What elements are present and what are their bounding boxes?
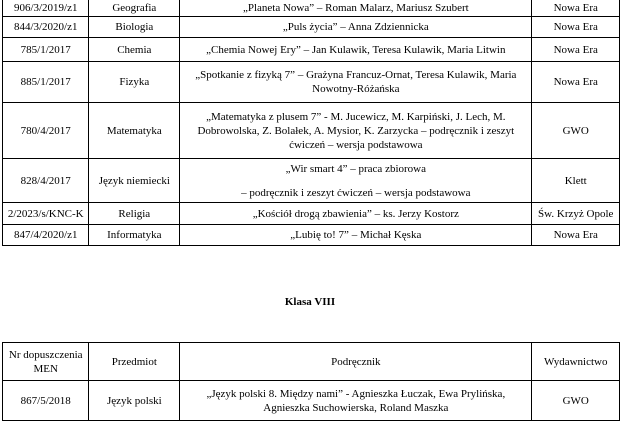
textbook: „Język polski 8. Między nami” - Agnieszka Łuczak, Ewa Prylińska, Agnieszka Suchowierska, Roland Maszka	[180, 381, 532, 421]
textbook: „Planeta Nowa” – Roman Malarz, Mariusz Szubert	[180, 0, 532, 17]
publisher: Klett	[532, 159, 620, 203]
publisher: Nowa Era	[532, 0, 620, 17]
approval-number: 785/1/2017	[3, 38, 89, 62]
approval-number: 828/4/2017	[3, 159, 89, 203]
approval-number: 847/4/2020/z1	[3, 225, 89, 246]
subject: Informatyka	[89, 225, 180, 246]
textbook: „Spotkanie z fizyką 7” – Grażyna Francuz-Ornat, Teresa Kulawik, Maria Nowotny-Różańska	[180, 62, 532, 103]
table-row	[3, 225, 620, 246]
textbook-table-class-8	[2, 342, 620, 421]
textbook-variant: – podręcznik i zeszyt ćwiczeń – wersja podstawowa	[241, 186, 471, 199]
subject: Religia	[89, 203, 180, 225]
textbook: „Matematyka z plusem 7” - M. Jucewicz, M. Karpiński, J. Lech, M. Dobrowolska, Z. Bolałek, A. Mysior, K. Zarzycka – podręcznik i zeszyt ćwiczeń – wersja podstawowa	[180, 103, 532, 159]
textbook: „Chemia Nowej Ery” – Jan Kulawik, Teresa Kulawik, Maria Litwin	[180, 38, 532, 62]
table-header-row	[3, 343, 620, 381]
subject: Fizyka	[89, 62, 180, 103]
approval-number: 867/5/2018	[3, 381, 89, 421]
subject: Język niemiecki	[89, 159, 180, 203]
publisher: Nowa Era	[532, 17, 620, 38]
table-row	[3, 62, 620, 103]
table-row	[3, 381, 620, 421]
column-header-approval-number: Nr dopuszczenia MEN	[3, 343, 89, 381]
approval-number: 780/4/2017	[3, 103, 89, 159]
table-row	[3, 38, 620, 62]
textbook: „Kościół drogą zbawienia” – ks. Jerzy Kostorz	[180, 203, 532, 225]
textbook: „Lubię to! 7” – Michał Kęska	[180, 225, 532, 246]
table-row	[3, 103, 620, 159]
publisher: GWO	[532, 381, 620, 421]
approval-number: 906/3/2019/z1	[3, 0, 89, 17]
approval-number: 844/3/2020/z1	[3, 17, 89, 38]
table-row	[3, 17, 620, 38]
subject: Matematyka	[89, 103, 180, 159]
textbook	[180, 159, 532, 203]
textbook-title: „Wir smart 4” – praca zbiorowa	[285, 162, 426, 175]
column-header-textbook: Podręcznik	[180, 343, 532, 381]
table-row	[3, 0, 620, 17]
publisher: Nowa Era	[532, 38, 620, 62]
publisher: Nowa Era	[532, 62, 620, 103]
approval-number: 2/2023/s/KNC-K	[3, 203, 89, 225]
subject: Język polski	[89, 381, 180, 421]
table-row	[3, 203, 620, 225]
column-header-subject: Przedmiot	[89, 343, 180, 381]
publisher: Nowa Era	[532, 225, 620, 246]
subject: Geografia	[89, 0, 180, 17]
subject: Biologia	[89, 17, 180, 38]
publisher: Św. Krzyż Opole	[532, 203, 620, 225]
column-header-publisher: Wydawnictwo	[532, 343, 620, 381]
publisher: GWO	[532, 103, 620, 159]
subject: Chemia	[89, 38, 180, 62]
textbook: „Puls życia” – Anna Zdziennicka	[180, 17, 532, 38]
textbook-table-class-7	[2, 0, 620, 246]
approval-number: 885/1/2017	[3, 62, 89, 103]
table-row	[3, 159, 620, 203]
section-heading: Klasa VIII	[284, 296, 336, 308]
